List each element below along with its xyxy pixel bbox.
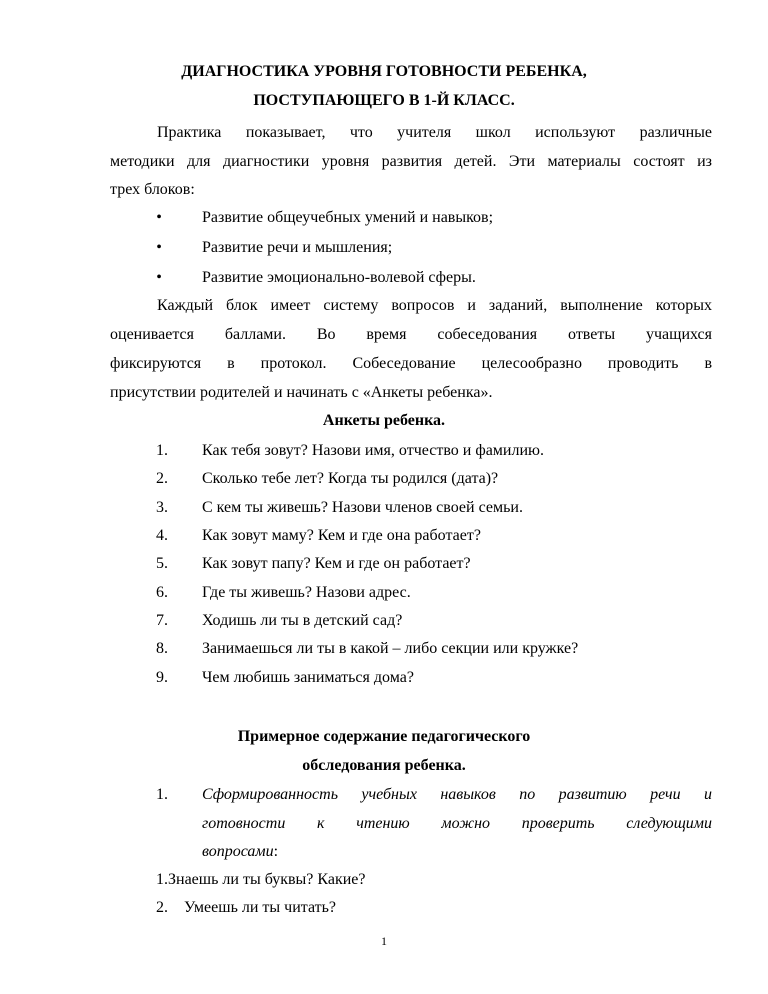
list-item: Сколько тебе лет? Когда ты родился (дата)? [202, 470, 499, 487]
list-item-number: 8. [156, 640, 168, 657]
list-item: Как тебя зовут? Назови имя, отчество и фамилию. [202, 442, 544, 459]
list-item-number: 7. [156, 612, 168, 629]
list-item-number: 1. [156, 442, 168, 459]
list-item-number: 4. [156, 527, 168, 544]
questionnaire-heading: Анкеты ребенка. [322, 412, 446, 429]
intro-line-3: трех блоков: [110, 181, 195, 198]
list-item: Ходишь ли ты в детский сад? [202, 612, 403, 629]
section1-line-3-text: вопросами [202, 843, 274, 860]
document-title-line-2: ПОСТУПАЮЩЕГО В 1-Й КЛАСС. [253, 92, 515, 109]
list-item: С кем ты живешь? Назови членов своей семьи. [202, 499, 523, 516]
section-number: 1. [156, 786, 168, 803]
question-number: 2. [156, 899, 168, 916]
document-title-line-1: ДИАГНОСТИКА УРОВНЯ ГОТОВНОСТИ РЕБЕНКА, [181, 63, 587, 80]
list-item: Занимаешься ли ты в какой – либо секции или кружке? [202, 640, 579, 657]
question-text: Умеешь ли ты читать? [184, 899, 337, 916]
question-number: 1. [156, 871, 168, 888]
section1-line-3-colon: : [273, 843, 279, 860]
list-item: Как зовут маму? Кем и где она работает? [202, 527, 481, 544]
paragraph2-line-2: оценивается баллами. Во время собеседования ответы учащихся [110, 326, 712, 343]
list-item-number: 9. [156, 669, 168, 686]
paragraph2-line-3: фиксируются в протокол. Собеседование целесообразно проводить в [110, 355, 712, 372]
intro-line-2: методики для диагностики уровня развития детей. Эти материалы состоят из [110, 153, 712, 170]
list-item: Как зовут папу? Кем и где он работает? [202, 555, 471, 572]
paragraph2-line-1: Каждый блок имеет систему вопросов и заданий, выполнение которых [157, 297, 712, 314]
intro-line-1: Практика показывает, что учителя школ используют различные [157, 124, 712, 141]
section1-line-1: Сформированность учебных навыков по развитию речи и [202, 786, 712, 803]
list-item-number: 6. [156, 584, 168, 601]
block-item: Развитие речи и мышления; [202, 239, 393, 256]
list-item: Чем любишь заниматься дома? [202, 669, 414, 686]
section1-line-3 [202, 842, 278, 862]
section1-line-2: готовности к чтению можно проверить следующими [202, 815, 712, 832]
block-item: Развитие общеучебных умений и навыков; [202, 209, 494, 226]
bullet-icon: • [156, 239, 162, 256]
block-item: Развитие эмоционально-волевой сферы. [202, 269, 476, 286]
paragraph2-line-4: присутствии родителей и начинать с «Анкеты ребенка». [110, 384, 493, 401]
page-number: 1 [381, 934, 387, 948]
examination-heading-line-2: обследования ребенка. [302, 757, 466, 774]
bullet-icon: • [156, 209, 162, 226]
examination-heading-line-1: Примерное содержание педагогического [237, 728, 531, 745]
bullet-icon: • [156, 269, 162, 286]
list-item-number: 3. [156, 499, 168, 516]
list-item-number: 5. [156, 555, 168, 572]
question-text: Знаешь ли ты буквы? Какие? [168, 871, 366, 888]
list-item: Где ты живешь? Назови адрес. [202, 584, 411, 601]
list-item-number: 2. [156, 470, 168, 487]
question-item [156, 870, 366, 890]
